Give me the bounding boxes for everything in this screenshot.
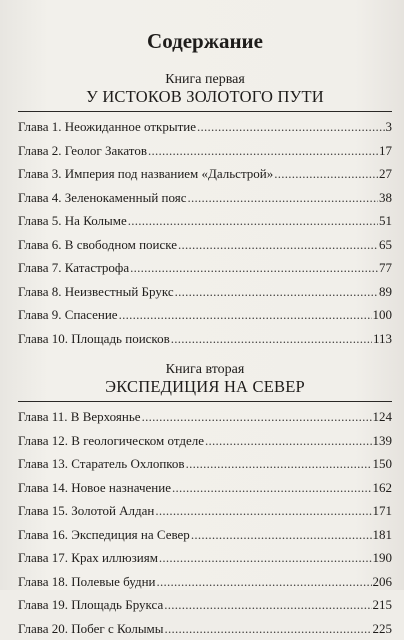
dot-leader [165,617,372,640]
chapter-title: Глава 18. Полевые будни [18,570,155,594]
part-two-header [18,362,392,396]
dot-leader [156,570,371,594]
chapter-title: Глава 20. Побег с Колымы [18,617,164,640]
page-number: 124 [373,405,393,429]
page-number: 181 [373,523,393,547]
dot-leader [171,327,372,351]
dot-leader [119,303,372,327]
chapter-title: Глава 17. Крах иллюзиям [18,546,158,570]
chapter-title: Глава 14. Новое назначение [18,476,171,500]
toc-entry [18,256,392,280]
chapter-title: Глава 19. Площадь Брукса [18,593,163,617]
page-number: 38 [379,186,392,210]
dot-leader [178,233,378,257]
toc-entry [18,452,392,476]
page-number: 190 [373,546,393,570]
page-number: 162 [373,476,393,500]
toc-entry [18,546,392,570]
toc-entry [18,115,392,139]
toc-entry [18,570,392,594]
part-one-header [18,72,392,106]
dot-leader [205,429,371,453]
dot-leader [191,523,372,547]
dot-leader [142,405,372,429]
page-number: 17 [379,139,392,163]
page-number: 215 [373,593,393,617]
chapter-title: Глава 15. Золотой Алдан [18,499,154,523]
dot-leader [274,162,378,186]
page-number: 89 [379,280,392,304]
chapter-title: Глава 8. Неизвестный Брукс [18,280,174,304]
dot-leader [148,139,378,163]
dot-leader [130,256,378,280]
toc-entry [18,186,392,210]
toc-list-part-one [18,115,392,350]
toc-entry [18,593,392,617]
chapter-title: Глава 10. Площадь поисков [18,327,170,351]
toc-entry [18,139,392,163]
toc-entry [18,209,392,233]
toc-entry [18,499,392,523]
dot-leader [187,186,378,210]
chapter-title: Глава 11. В Верхоянье [18,405,141,429]
page-number: 51 [379,209,392,233]
toc-entry [18,162,392,186]
part-label: Книга вторая [18,362,392,378]
page-number: 225 [373,617,393,640]
toc-entry [18,327,392,351]
dot-leader [159,546,372,570]
chapter-title: Глава 3. Империя под названием «Дальстрой» [18,162,273,186]
dot-leader [175,280,378,304]
chapter-title: Глава 13. Старатель Охлопков [18,452,185,476]
page-number: 113 [373,327,392,351]
chapter-title: Глава 2. Геолог Закатов [18,139,147,163]
chapter-title: Глава 4. Зеленокаменный пояс [18,186,186,210]
page-number: 206 [373,570,393,594]
dot-leader [172,476,372,500]
toc-entry [18,303,392,327]
part-title: ЭКСПЕДИЦИЯ НА СЕВЕР [18,378,392,396]
page-number: 150 [373,452,393,476]
dot-leader [128,209,378,233]
dot-leader [197,115,384,139]
toc-entry [18,405,392,429]
chapter-title: Глава 9. Спасение [18,303,118,327]
page-number: 3 [386,115,393,139]
divider-rule [18,111,392,112]
chapter-title: Глава 7. Катастрофа [18,256,129,280]
dot-leader [164,593,371,617]
part-label: Книга первая [18,72,392,88]
chapter-title: Глава 1. Неожиданное открытие [18,115,196,139]
toc-entry [18,429,392,453]
toc-entry [18,617,392,640]
divider-rule [18,401,392,402]
page-number: 77 [379,256,392,280]
toc-list-part-two [18,405,392,640]
part-title: У ИСТОКОВ ЗОЛОТОГО ПУТИ [18,88,392,106]
chapter-title: Глава 5. На Колыме [18,209,127,233]
toc-entry [18,233,392,257]
dot-leader [186,452,372,476]
toc-entry [18,280,392,304]
toc-entry [18,476,392,500]
page-number: 27 [379,162,392,186]
chapter-title: Глава 12. В геологическом отделе [18,429,204,453]
chapter-title: Глава 6. В свободном поиске [18,233,177,257]
dot-leader [155,499,371,523]
page-number: 171 [373,499,393,523]
page-number: 65 [379,233,392,257]
page-number: 139 [373,429,393,453]
page-number: 100 [373,303,393,327]
chapter-title: Глава 16. Экспедиция на Север [18,523,190,547]
toc-entry [18,523,392,547]
page-title: Содержание [18,0,392,52]
